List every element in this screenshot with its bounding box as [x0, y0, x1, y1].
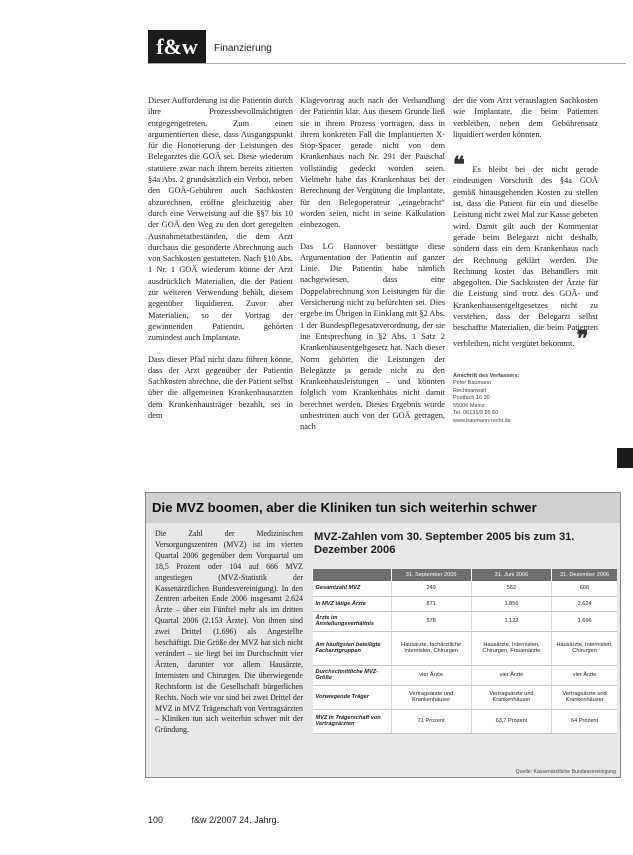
table-row — [313, 665, 618, 685]
contact-title: Anschrift des Verfassers: — [453, 372, 520, 379]
table-cell: 562 — [471, 581, 551, 596]
table-header-row — [313, 569, 618, 581]
table-row — [313, 611, 618, 631]
article-column-1 — [148, 95, 293, 431]
table-cell: Vertragsärzte und Krankenhäuser — [391, 685, 471, 709]
table-row — [313, 631, 618, 665]
table-column-header: 31. Dezember 2006 — [552, 569, 617, 581]
paragraph: Dass dieser Pfad nicht dazu führen könne, dass der Arzt gegenüber der Patientin Sachkosten abrechne, die der Patient selbst über die allgemeinen Krankenhausarzten dem Krankenhausträger bezahlt, sei in dem — [148, 354, 293, 421]
info-box-title: Die MVZ boomen, aber die Kliniken tun sich weiterhin schwer — [146, 493, 620, 523]
journal-issue: f&w 2/2007 24. Jahrg. — [191, 815, 280, 825]
row-label: In MVZ tätige Ärzte — [313, 596, 392, 611]
pull-quote — [453, 152, 599, 351]
header-divider — [148, 63, 626, 64]
info-box — [145, 492, 621, 778]
table-cell: 63,7 Prozent — [471, 709, 551, 733]
section-title: Finanzierung — [214, 43, 272, 54]
row-label: Am häufigsten beteiligte Facharztgruppen — [313, 631, 392, 665]
row-label: Gesamtzahl MVZ — [313, 581, 392, 596]
table-header-corner — [313, 569, 392, 581]
table-cell: 249 — [391, 581, 471, 596]
table-cell: Vertragsärzte und Krankenhäuser — [471, 685, 551, 709]
page-number: 100 — [148, 815, 164, 825]
table-column-header: 31. September 2005 — [391, 569, 471, 581]
quote-open-icon: ❝ — [453, 152, 465, 178]
row-label: Durchschnittliche MVZ-Größe — [313, 665, 392, 685]
table-cell: 1.696 — [552, 611, 617, 631]
row-label: MVZ in Trägerschaft von Vertragsärzten — [313, 709, 392, 733]
row-label: Vorwiegende Träger — [313, 685, 392, 709]
table-cell: 666 — [552, 581, 617, 596]
page-footer — [148, 815, 279, 825]
paragraph: Klagevortrag auch nach der Verhandlung der Patientin klar. Aus diesem Grunde ließ sie in ihrem Prozess vortragen, dass in ihrem konkreten Fall die Implantierten X-Stop-Spacer gerade nicht von dem Krankenhaus nach Nr. 291 der Pauschal vollständig gedeckt worden seien. Vielmehr habe das Krankenhaus bei der Berechnung der Vergütung die Implantate, für den Belegoperateur „eingebracht“ worden seien, nicht in seine Kalkulation einbezogen. — [300, 96, 445, 230]
paragraph: der die vom Arzt verauslagten Sachkosten wie Implantate, die beim Patienten verbleiben, neben dem Gebührensatz liquidiert werden könnten. — [453, 96, 598, 139]
contact-line: 55006 Mainz — [453, 402, 485, 409]
table-cell: 64 Prozent — [552, 709, 617, 733]
contact-line: Peter Baumann — [453, 380, 492, 387]
article-column-2 — [300, 95, 445, 443]
paragraph: Das LG Hannover bestätigte diese Argumentation der Patientin auf ganzer Linie. Die Patientin habe nämlich nachgewiesen, dass eine Doppelabrechnung von Leistungen für die Versicherung nicht zu befürchten sei. Dies ergebe im Übrigen in Einklang mit §2 Abs. 1 der Bundespflegesatzverordnung, der sie ine Entsprechung in §2 Abs. 1 Satz 2 Krankenhausentgeltgesetz hat. Nach dieser Norm gehörten die Leistungen der Belegärzte ja gerade nicht zu den Krankenhausleistungen – und könnten folglich vom Krankenhaus nicht damit berechnet werden. Dieses Ergebnis wurde unbestritten auch von der GOÄ getragen, nach — [300, 241, 445, 432]
table-cell: Vertragsärzte und Krankenhäuser — [552, 685, 617, 709]
table-row — [313, 596, 618, 611]
pull-quote-text: Es bleibt bei der nicht gerade eindeutigen Vorschrift des §4a GOÄ gemäß hinausgehenden Kosten zu stellen ist, dass die Patient für ein und dieselbe Leistung nicht zwei Mal zur Kasse gebeten wird. Damit gilt auch der Kommentar gerade beim Belegarzt nicht deshalb, sondern dass ein dem Krankenhaus nach der Rechnung geklärt werden. Die Rechnung kostet das Behandlers mit abgegolten. Die Sachkosten der Ärzte für die Leistung sind trotz des GOÄ- und Krankenhausentgeltgesetzes nicht zu verstehen, dass der Belegarzt selbst beschaffte Materialien, die beim Patienten verbleiben, nicht vergütet bekommt. — [453, 165, 599, 348]
table-cell: Hausärzte, Internisten, Chirurgen, Frauenärzte — [471, 631, 551, 665]
table-cell: Hausärzte, Internisten, Chirurgen — [552, 631, 617, 665]
table-cell: 1.122 — [471, 611, 551, 631]
table-cell: vier Ärzte — [471, 665, 551, 685]
table-row — [313, 685, 618, 709]
page-edge-marker — [617, 448, 633, 468]
table-cell: 1.856 — [471, 596, 551, 611]
paragraph: Dieser Aufforderung ist die Patientin durch ihre Prozessbevollmächtigten entgegengetreten. Zum einen argumentierten diese, dass Ausgangspunkt für die Honorierung der Leistungen des Belegarztes die GOÄ sei. Diese wiederum statuiere zwar nach ihrem bereits zitierten §4a Abs. 2 grundsätzlich ein Verbot, neben den GOÄ-Gebühren auch Sachkosten abzurechnen, eröffne gleichzeitig aber durch eine Verweisung auf die §§7 bis 10 der GOÄ den Weg zu den dort geregelten Ausnahmetatbeständen, die dem Arzt durchaus die gesonderte Abrechnung auch von Sachkosten gestatteten. Nach §10 Abs. 1 Nr. 1 GOÄ wiederum könne der Arzt ausdrücklich Materialien, die der Patient zur weiteren Verwendung behält, diesem gegenüber liquidieren. Zuvor aber Materialien, so der Vortrag der gewinnenden Patientin, gehörten zumindest auch Implantate. — [148, 96, 293, 343]
table-cell: Hausärzte, fachärztliche Internisten, Chirurgen — [391, 631, 471, 665]
contact-line: Tel. 06131/9 95 60 — [453, 410, 499, 417]
mvz-statistics-table — [312, 569, 617, 734]
table-cell: 578 — [391, 611, 471, 631]
table-source: Quelle: Kassenärztliche Bundesvereinigung — [515, 769, 616, 775]
contact-line: Rechtsanwalt — [453, 387, 487, 394]
row-label: Ärzte im Anstellungsverhältnis — [313, 611, 392, 631]
info-box-text: Die Zahl der Medizinischen Versorgungszentren (MVZ) ist im vierten Quartal 2006 gegenüber dem Vorquartal um 18,5 Prozent oder 104 auf 666 MVZ angestiegen (MVZ-Statistik der Kassenärztlichen Bundesvereinigung). In den Zentren arbeiten Ende 2006 insgesamt 2.624 Ärzte – über ein Fünftel mehr als im dritten Quartal 2006 (2.153 Ärzte). Von ihnen sind zwei Drittel (1.696) als Angestellte beschäftigt. Die Größe der MVZ hat sich nicht verändert – sie liegt bei im Durchschnitt vier Ärzten, darunter vor allem Hausärzte, Internisten und Chirurgen. Die überwiegende Rechtsform ist die Gesellschaft bürgerlichen Rechts. Noch wie vor sind bei zwei Drittel der MVZ in MVZ Trägerschaft von Vertragsärzten – Kliniken tun sich weiterhin schwer mit der Gründung. — [155, 529, 303, 735]
article-column-3 — [453, 95, 598, 425]
table-cell: 871 — [391, 596, 471, 611]
table-cell: vier Ärzte — [391, 665, 471, 685]
contact-line: www.baumann-recht.de — [453, 417, 511, 424]
table-row — [313, 581, 618, 596]
table-cell: vier Ärzte — [552, 665, 617, 685]
table-column-header: 31. Juni 2006 — [471, 569, 551, 581]
author-contact — [453, 373, 598, 426]
table-row — [313, 709, 618, 733]
table-cell: 71 Prozent — [391, 709, 471, 733]
contact-line: Postfach 16 30 — [453, 395, 490, 402]
table-title: MVZ-Zahlen vom 30. September 2005 bis zum 31. Dezember 2006 — [314, 531, 575, 556]
quote-close-icon: ❞ — [576, 325, 589, 351]
table-cell: 2.624 — [552, 596, 617, 611]
journal-logo: f&w — [148, 30, 206, 64]
